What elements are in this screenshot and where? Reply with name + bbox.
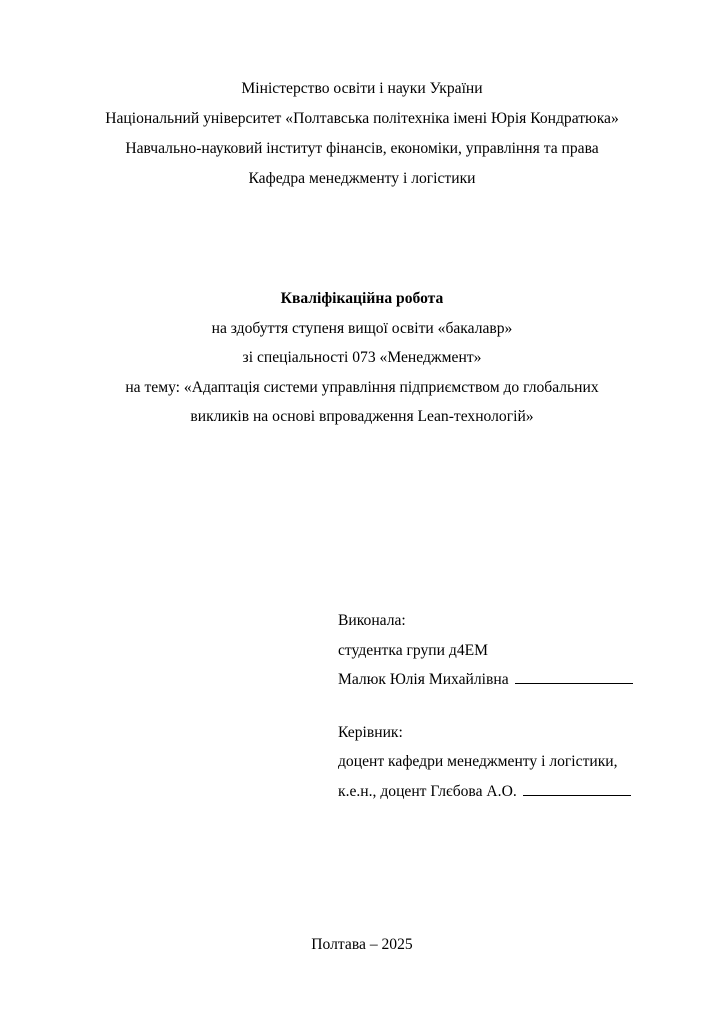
work-type-heading: Кваліфікаційна робота [280,290,444,307]
ministry-name: Міністерство освіти і науки України [241,80,483,97]
supervisor-name-row [338,779,668,809]
university-name: Національний університет «Полтавська політехніка імені Юрія Кондратюка» [105,110,619,127]
supervisor-position: доцент кафедри менеджменту і логістики, [338,753,618,770]
signature-spacer [338,697,668,720]
author-label: Виконала: [338,612,406,629]
author-signature-line [515,669,633,684]
supervisor-signature-line [523,781,631,796]
supervisor-label: Керівник: [338,723,403,741]
signature-block [338,608,668,808]
department-name: Кафедра менеджменту і логістики [248,170,476,187]
institution-header [40,76,684,196]
author-group: студентка групи д4ЕМ [338,641,489,659]
topic-line-2: викликів на основі впровадження Lean-технологій» [190,408,534,425]
author-name: Малюк Юлія Михайлівна [338,671,509,688]
supervisor-name: к.е.н., доцент Глєбова А.О. [338,782,517,800]
topic-line-1: на тему: «Адаптація системи управління підприємством до глобальних [125,378,599,396]
author-name-row [338,667,668,697]
city-year: Полтава – 2025 [311,936,413,953]
specialty-line: зі спеціальності 073 «Менеджмент» [242,349,482,366]
institute-name: Навчально-науковий інститут фінансів, економіки, управління та права [125,140,599,157]
work-title-block [40,286,684,434]
degree-line: на здобуття ступеня вищої освіти «бакалавр» [211,319,513,337]
